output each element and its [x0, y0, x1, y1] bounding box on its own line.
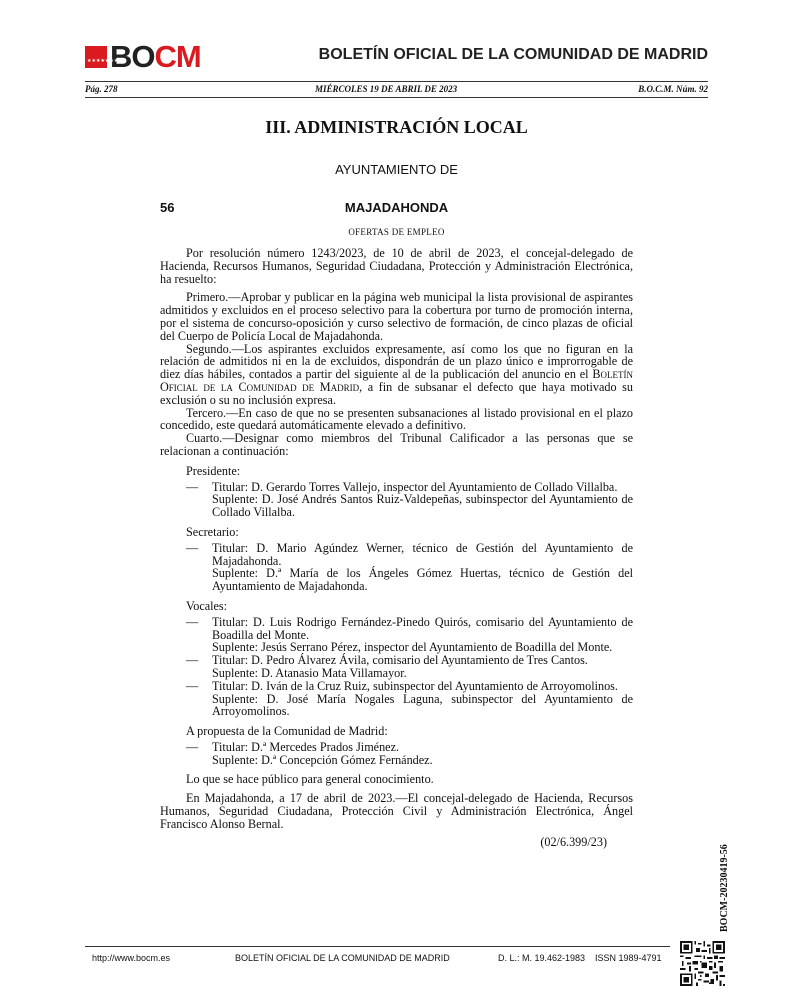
qr-code-icon — [680, 941, 725, 986]
role-secretario: Secretario: — [186, 524, 239, 539]
madrid-flag-mark — [85, 46, 119, 68]
suplente: Suplente: D.ª María de los Ángeles Gómez Huertas, técnico de Gestión del Ayuntamiento de Majadahonda. — [212, 566, 633, 594]
municipality-heading: MAJADAHONDA — [344, 200, 449, 215]
paragraph-tercero: Tercero.—En caso de que no se presenten subsanaciones al listado provisional en el plazo concedido, este quedará automáticamente elevado a definitivo. — [160, 405, 633, 433]
section-title: III. ADMINISTRACIÓN LOCAL — [265, 117, 528, 137]
list-dash: — — [186, 739, 199, 754]
ayuntamiento-heading: AYUNTAMIENTO DE — [335, 162, 458, 177]
bulletin-name: Boletín Oficial de la Comunidad de Madrid — [160, 367, 633, 394]
header-rule — [85, 81, 708, 82]
bulletin-title: BOLETÍN OFICIAL DE LA COMUNIDAD DE MADRID — [318, 46, 708, 63]
role-vocales: Vocales: — [186, 598, 228, 613]
issue-number: B.O.C.M. Núm. 92 — [638, 84, 708, 94]
paragraph-resolution: Por resolución número 1243/2023, de 10 de abril de 2023, el concejal-delegado de Hacienda, Recursos Humanos, Seguridad Ciudadana, Protección y Administración Electrónica, ha resuelto: — [160, 246, 633, 286]
footer-rule — [85, 946, 670, 947]
list-dash: — — [186, 479, 199, 494]
suplente: Suplente: D.ª Concepción Gómez Fernández. — [212, 752, 433, 767]
list-dash: — — [186, 678, 199, 693]
paragraph-primero: Primero.—Aprobar y publicar en la página web municipal la lista provisional de aspirantes admitidos y excluidos en el proceso selectivo para la cobertura por turno de promoción interna, por el sistema de concurso-oposición y curso selectivo de formación, de cinco plazas de oficial del Cuerpo de Policía Local de Majadahonda. — [160, 290, 633, 343]
titular: Titular: D. Pedro Álvarez Ávila, comisario del Ayuntamiento de Tres Cantos. — [212, 653, 588, 668]
titular: Titular: D. Mario Agúndez Werner, técnico de Gestión del Ayuntamiento de Majadahonda. — [212, 540, 633, 568]
reference-code: (02/6.399/23) — [540, 834, 607, 849]
footer-url[interactable]: http://www.bocm.es — [92, 953, 171, 963]
subject-heading: OFERTAS DE EMPLEO — [348, 227, 445, 237]
footer-issn: ISSN 1989-4791 — [595, 953, 662, 963]
side-document-code: BOCM-20230419-56 — [719, 844, 730, 932]
bocm-logo — [85, 39, 201, 74]
paragraph-segundo — [160, 343, 633, 407]
suplente: Suplente: D. José Andrés Santos Ruiz-Valdepeñas, subinspector del Ayuntamiento de Collado Villalba. — [212, 492, 633, 520]
titular: Titular: D. Gerardo Torres Vallejo, inspector del Ayuntamiento de Collado Villalba. — [212, 479, 618, 494]
footer-legal-deposit: D. L.: M. 19.462-1983 — [498, 953, 586, 963]
role-presidente: Presidente: — [186, 463, 241, 478]
role-propuesta: A propuesta de la Comunidad de Madrid: — [186, 724, 388, 739]
member-propuesta — [160, 741, 633, 767]
list-dash: — — [186, 614, 199, 629]
page-number: Pág. 278 — [85, 84, 118, 94]
titular: Titular: D. Luis Rodrigo Fernández-Pinedo Quirós, comisario del Ayuntamiento de Boadilla del Monte. — [212, 614, 633, 642]
logo-stars: ★★★★★★★ — [87, 58, 119, 64]
logo-accent: CM — [154, 39, 201, 74]
issue-date: MIÉRCOLES 19 DE ABRIL DE 2023 — [315, 84, 458, 94]
document-body — [160, 247, 633, 848]
footer — [85, 953, 670, 965]
segundo-text-a: Segundo.—Los aspirantes excluidos expresamente, así como los que no figuran en la relación de admitidos ni en la de excluidos, dispondrán de un plazo único e improrrogable de diez días hábiles, contados a partir del siguiente al de la publicación del anuncio en el — [160, 341, 633, 382]
titular: Titular: D. Iván de la Cruz Ruiz, subinspector del Ayuntamiento de Arroyomolinos. — [212, 678, 618, 693]
subheader-rule — [85, 97, 708, 98]
logo-wordmark — [110, 39, 201, 75]
paragraph-signature: En Majadahonda, a 17 de abril de 2023.—El concejal-delegado de Hacienda, Recursos Humanos, Seguridad Ciudadana, Protección Civil y Administración Electrónica, Ángel Francisco Alonso Bernal. — [160, 791, 633, 831]
member-vocal-1 — [160, 616, 633, 654]
member-secretario — [160, 542, 633, 593]
titular: Titular: D.ª Mercedes Prados Jiménez. — [212, 739, 400, 754]
member-vocal-3 — [160, 680, 633, 718]
entry-number: 56 — [160, 200, 175, 215]
member-vocal-2 — [160, 654, 633, 680]
suplente: Suplente: D. Atanasio Mata Villamayor. — [212, 665, 407, 680]
member-presidente — [160, 481, 633, 519]
list-dash: — — [186, 653, 199, 668]
segundo-text-b: , a fin de subsanar el defecto que haya motivado su exclusión o su no inclusión expresa. — [160, 379, 633, 407]
suplente: Suplente: D. José María Nogales Laguna, subinspector del Ayuntamiento de Arroyomolinos. — [212, 691, 633, 719]
paragraph-public: Lo que se hace público para general conocimiento. — [186, 772, 434, 787]
suplente: Suplente: Jesús Serrano Pérez, inspector del Ayuntamiento de Boadilla del Monte. — [212, 640, 613, 655]
footer-title: BOLETÍN OFICIAL DE LA COMUNIDAD DE MADRID — [235, 953, 450, 963]
list-dash: — — [186, 540, 199, 555]
logo-main: BO — [110, 39, 155, 74]
paragraph-cuarto: Cuarto.—Designar como miembros del Tribunal Calificador a las personas que se relacionan a continuación: — [160, 431, 633, 458]
